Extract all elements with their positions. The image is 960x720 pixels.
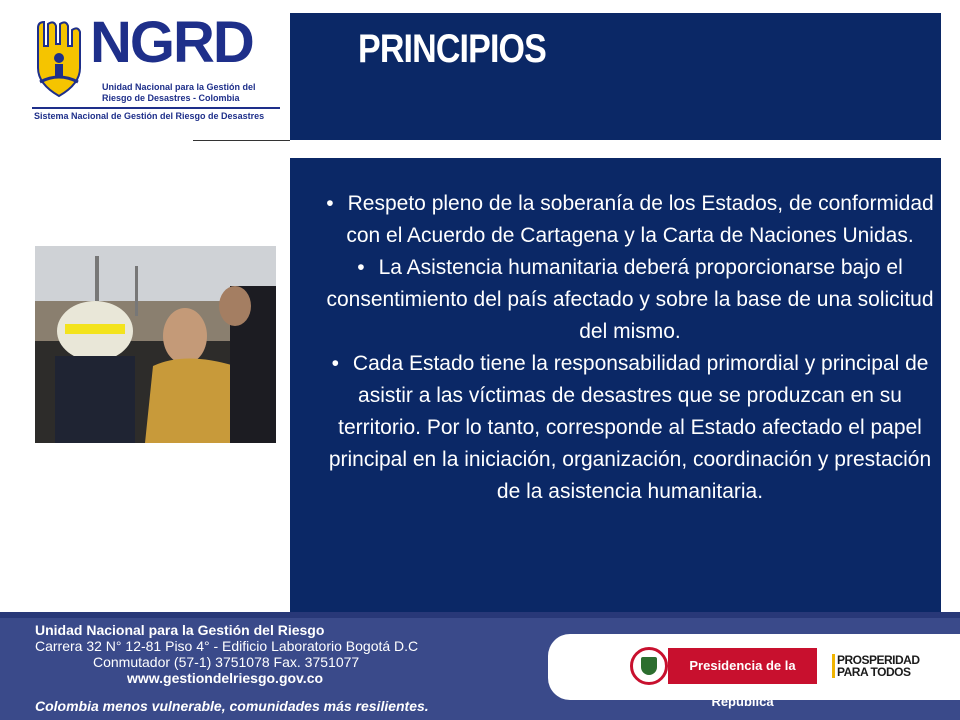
prosperidad-line1: PROSPERIDAD [837, 653, 920, 667]
footer-website-link[interactable]: www.gestiondelriesgo.gov.co [127, 670, 324, 686]
logo-subtitle: Unidad Nacional para la Gestión del Riesgo de Desastres - Colombia [102, 82, 256, 103]
hand-shield-icon [30, 20, 88, 100]
list-item-text: Cada Estado tiene la responsabilidad primordial y principal de asistir a las víctimas de desastres que se produzcan en su territorio. Por lo tanto, corresponde al Estado afectado el papel principal en la iniciación, organización, coordinación y prestación de la asistencia humanitaria. [328, 352, 932, 503]
bullet-icon: • [326, 192, 334, 215]
footer-slogan: Colombia menos vulnerable, comunidades más resilientes. [35, 698, 429, 714]
footer-phone: Conmutador (57-1) 3751078 Fax. 3751077 [93, 654, 360, 670]
partner-logos [548, 634, 960, 709]
list-item-text: La Asistencia humanitaria deberá proporcionarse bajo el consentimiento del país afectado y sobre la base de una solicitud del mismo. [326, 256, 934, 343]
logo-divider [32, 107, 280, 109]
footer-stripe [0, 612, 960, 618]
logo-wordmark: NGRD [90, 10, 253, 75]
seal-shield [641, 657, 657, 675]
list-item [326, 188, 934, 252]
presidencia-logo: Presidencia de la República [668, 648, 817, 684]
list-item-text: Respeto pleno de la soberanía de los Estados, de conformidad con el Acuerdo de Cartagena y la Carta de Naciones Unidas. [346, 192, 934, 247]
prosperidad-logo [832, 654, 920, 678]
header-rule [193, 140, 290, 141]
bullet-icon: • [331, 352, 339, 375]
slide-title: PRINCIPIOS [358, 27, 546, 71]
list-item [326, 252, 934, 348]
title-bar [290, 13, 941, 140]
logo-system-name: Sistema Nacional de Gestión del Riesgo de Desastres [34, 111, 265, 121]
prosperidad-line2: PARA TODOS [837, 665, 911, 679]
principles-list [326, 188, 934, 508]
list-item [326, 348, 934, 508]
officials-photo [35, 246, 276, 443]
photo-illustration [35, 246, 276, 443]
principles-panel [290, 158, 941, 630]
footer-org-name: Unidad Nacional para la Gestión del Riesgo [35, 622, 325, 638]
prosperidad-bar-icon [832, 654, 835, 678]
bullet-icon: • [357, 256, 365, 279]
footer-contact [35, 622, 418, 686]
ngrd-logo [22, 12, 284, 130]
footer-address: Carrera 32 N° 12-81 Piso 4° - Edificio Laboratorio Bogotá D.C [35, 638, 419, 654]
coat-of-arms-icon [630, 647, 668, 685]
